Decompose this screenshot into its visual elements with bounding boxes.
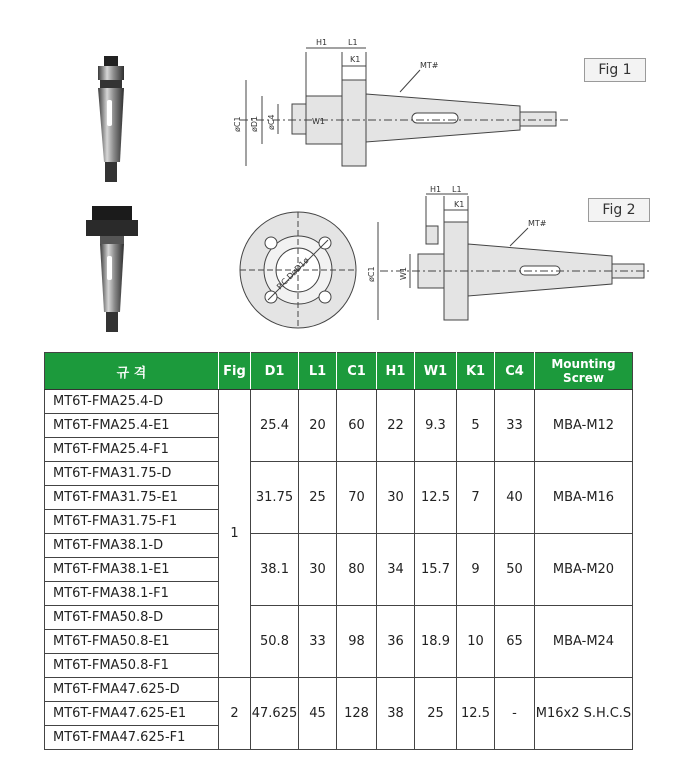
header-mounting-screw: Mounting Screw [535,353,633,390]
cell-w1: 18.9 [415,606,457,678]
product-code: MT6T-FMA50.8-D [45,606,219,630]
dim-h1-fig1: H1 [316,38,328,47]
cell-screw: MBA-M16 [535,462,633,534]
table-row [45,390,633,414]
cell-d1: 31.75 [251,462,299,534]
technical-drawings [0,0,694,340]
cell-d1: 47.625 [251,678,299,750]
header-spec: 규 격 [45,353,219,390]
header-fig: Fig [219,353,251,390]
cell-c4: - [495,678,535,750]
cell-h1: 36 [377,606,415,678]
cell-k1: 5 [457,390,495,462]
cell-c4: 33 [495,390,535,462]
cell-c1: 60 [337,390,377,462]
product-code: MT6T-FMA25.4-D [45,390,219,414]
table-row [45,534,633,558]
header-l1: L1 [299,353,337,390]
product-photo-2 [86,206,138,332]
cell-c1: 70 [337,462,377,534]
cell-h1: 34 [377,534,415,606]
product-code: MT6T-FMA50.8-E1 [45,630,219,654]
cell-l1: 33 [299,606,337,678]
dim-h1-fig2: H1 [430,185,442,194]
dim-c1-fig2: øC1 [367,266,376,282]
dim-c1-fig1: øC1 [233,116,242,132]
dim-d1-fig1: øD1 [250,115,259,132]
product-code: MT6T-FMA38.1-D [45,534,219,558]
cell-k1: 7 [457,462,495,534]
product-code: MT6T-FMA47.625-E1 [45,702,219,726]
header-h1: H1 [377,353,415,390]
cell-h1: 38 [377,678,415,750]
header-c1: C1 [337,353,377,390]
fig1-label: Fig 1 [584,58,646,82]
product-code: MT6T-FMA38.1-E1 [45,558,219,582]
dim-l1-fig1: L1 [348,38,358,47]
cell-k1: 12.5 [457,678,495,750]
fig-cell: 2 [219,678,251,750]
dim-c4-fig1: øC4 [267,114,276,130]
cell-l1: 45 [299,678,337,750]
fig2-label: Fig 2 [588,198,650,222]
cell-w1: 25 [415,678,457,750]
dim-w1-fig1: W1 [312,117,325,126]
cell-screw: M16x2 S.H.C.S [535,678,633,750]
dim-pcd-fig2: P.C.DøD1ø [275,255,311,292]
product-code: MT6T-FMA31.75-D [45,462,219,486]
dim-k1-fig1: K1 [350,55,361,64]
cell-c4: 40 [495,462,535,534]
cell-w1: 9.3 [415,390,457,462]
header-w1: W1 [415,353,457,390]
product-code: MT6T-FMA47.625-F1 [45,726,219,750]
cell-w1: 15.7 [415,534,457,606]
cell-screw: MBA-M20 [535,534,633,606]
cell-l1: 25 [299,462,337,534]
cell-screw: MBA-M24 [535,606,633,678]
cell-c4: 65 [495,606,535,678]
product-code: MT6T-FMA50.8-F1 [45,654,219,678]
product-code: MT6T-FMA38.1-F1 [45,582,219,606]
product-code: MT6T-FMA25.4-F1 [45,438,219,462]
cell-c1: 98 [337,606,377,678]
product-photo-1 [98,56,124,182]
header-d1: D1 [251,353,299,390]
table-row [45,678,633,702]
product-code: MT6T-FMA31.75-F1 [45,510,219,534]
cell-w1: 12.5 [415,462,457,534]
header-k1: K1 [457,353,495,390]
fig1-drawing [240,48,570,166]
dim-mt-fig1: MT# [420,61,439,70]
cell-c1: 80 [337,534,377,606]
cell-c4: 50 [495,534,535,606]
cell-k1: 9 [457,534,495,606]
cell-d1: 38.1 [251,534,299,606]
cell-l1: 30 [299,534,337,606]
cell-h1: 30 [377,462,415,534]
cell-h1: 22 [377,390,415,462]
product-code: MT6T-FMA31.75-E1 [45,486,219,510]
product-code: MT6T-FMA25.4-E1 [45,414,219,438]
table-row [45,606,633,630]
spec-table [44,352,633,750]
header-c4: C4 [495,353,535,390]
table-header-row [45,353,633,390]
cell-l1: 20 [299,390,337,462]
cell-k1: 10 [457,606,495,678]
fig-cell: 1 [219,390,251,678]
dim-mt-fig2: MT# [528,219,547,228]
dim-k1-fig2: K1 [454,200,465,209]
cell-screw: MBA-M12 [535,390,633,462]
cell-d1: 25.4 [251,390,299,462]
table-row [45,462,633,486]
cell-c1: 128 [337,678,377,750]
product-code: MT6T-FMA47.625-D [45,678,219,702]
dim-l1-fig2: L1 [452,185,462,194]
dim-w1-fig2: W1 [399,267,408,280]
cell-d1: 50.8 [251,606,299,678]
